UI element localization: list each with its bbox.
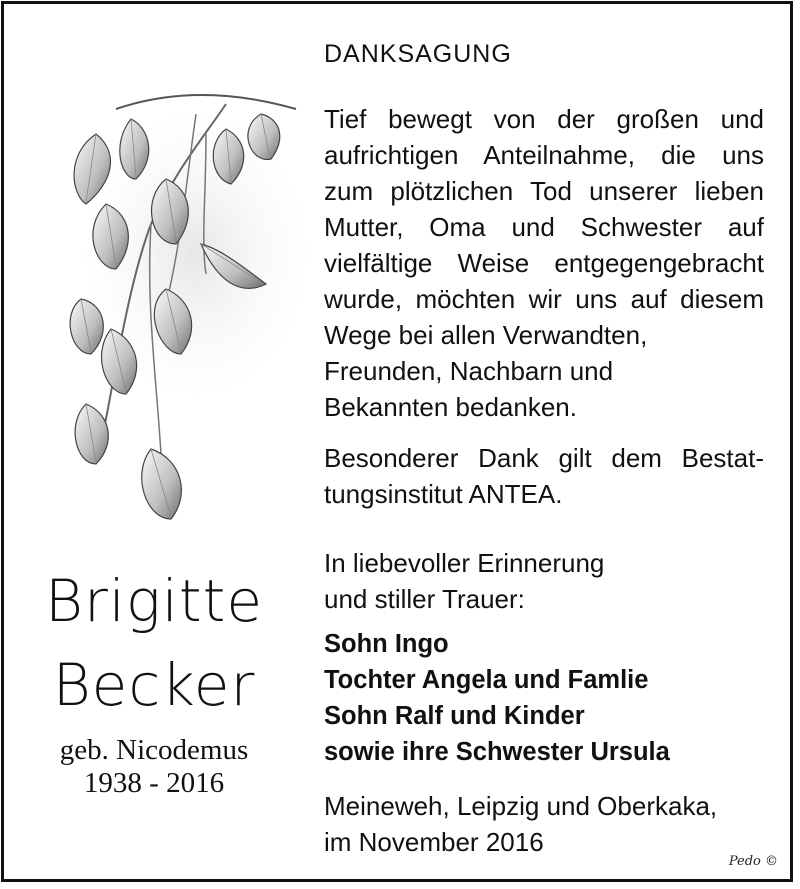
- text-line: im November 2016: [324, 827, 544, 857]
- family-member: Sohn Ingo: [324, 630, 449, 658]
- birch-leaves-icon: [56, 74, 306, 534]
- text-line: Tief bewegt von der großen und: [324, 104, 764, 134]
- text-line: Besonderer Dank gilt dem Bestat-: [324, 443, 764, 473]
- family-member: Tochter Angela und Famlie: [324, 666, 649, 694]
- text-line: Mutter, Oma und Schwester auf: [324, 212, 764, 242]
- text-line: tungsinstitut ANTEA.: [324, 479, 563, 509]
- text-line: Wege bei allen Verwandten,: [324, 320, 648, 350]
- notice-title: DANKSAGUNG: [324, 40, 512, 68]
- text-line: und stiller Trauer:: [324, 584, 525, 614]
- special-thanks-paragraph: [324, 440, 764, 512]
- obituary-card: [1, 1, 793, 882]
- text-line: wurde, möchten wir uns auf diesem: [324, 284, 764, 314]
- family-member: sowie ihre Schwester Ursula: [324, 738, 670, 766]
- family-member: Sohn Ralf und Kinder: [324, 702, 585, 730]
- publisher-mark: Pedo ©: [728, 854, 778, 869]
- last-name: Becker: [52, 651, 256, 719]
- text-line: Bekannten bedanken.: [324, 392, 577, 422]
- first-name: Brigitte: [44, 567, 264, 635]
- text-line: vielfältige Weise entgegengebracht: [324, 248, 764, 278]
- text-line: zum plötzlichen Tod unserer lieben: [324, 176, 764, 206]
- text-line: Freunden, Nachbarn und: [324, 356, 614, 386]
- text-line: aufrichtigen Anteilnahme, die uns: [324, 140, 764, 170]
- family-list: [324, 626, 764, 770]
- text-line: In liebevoller Erinnerung: [324, 548, 605, 578]
- life-years: 1938 - 2016: [83, 767, 225, 799]
- birth-name: geb. Nicodemus: [59, 734, 249, 766]
- remembrance-paragraph: [324, 545, 764, 617]
- thanks-paragraph: [324, 101, 764, 425]
- text-line: Meineweh, Leipzig und Oberkaka,: [324, 791, 718, 821]
- left-column: [4, 4, 304, 879]
- place-date: [324, 788, 764, 860]
